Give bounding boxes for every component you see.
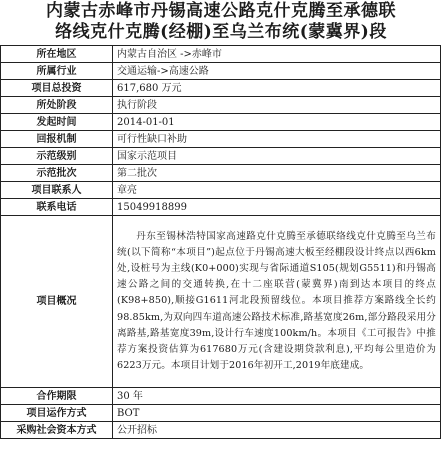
- row-label: 项目运作方式: [1, 405, 113, 422]
- row-value: 公开招标: [113, 422, 441, 439]
- row-value: 交通运输->高速公路: [113, 63, 441, 80]
- row-label: 联系电话: [1, 199, 113, 216]
- row-label: 项目概况: [1, 216, 113, 388]
- row-label: 合作期限: [1, 388, 113, 405]
- row-value: 第二批次: [113, 165, 441, 182]
- title-line-1: 内蒙古赤峰市丹锡高速公路克什克腾至承德联: [46, 1, 396, 21]
- row-demo-batch: [1, 165, 441, 182]
- row-value: 国家示范项目: [113, 148, 441, 165]
- row-total-investment: [1, 80, 441, 97]
- row-contact-phone: [1, 199, 441, 216]
- row-label: 所处阶段: [1, 97, 113, 114]
- project-overview-text: 丹东至锡林浩特国家高速路克什克腾至承德联络线克什克腾至乌兰布统(以下简称“本项目”)起点位于丹锡高速大板至经棚段设计终点以西6km处,设桩号为主线(K0+000)实现与省际通道S105(规划G5511)和丹锡高速公路之间的交通转换,在十二座联营(蒙冀界)南到达本项目的终点(K98+850),顺接G1611河北段预留线位。本项目推荐方案路线全长约98.85km,为双向四车道高速公路技术标准,路基宽度26m,部分路段采用分离路基,路基宽度39m,设计行车速度100km/h。本项目《工可报告》中推荐方案投资估算为617680万元(含建设期贷款利息),平均每公里造价为6223万元。本项目计划于2016年初开工,2019年底建成。: [113, 216, 441, 388]
- row-procurement-method: [1, 422, 441, 439]
- row-label: 所在地区: [1, 46, 113, 63]
- row-value: 可行性缺口补助: [113, 131, 441, 148]
- page-title: [0, 0, 442, 45]
- title-line-2: 络线克什克腾(经棚)至乌兰布统(蒙冀界)段: [55, 22, 387, 42]
- row-value: 章亮: [113, 182, 441, 199]
- row-industry: [1, 63, 441, 80]
- row-label: 示范级别: [1, 148, 113, 165]
- row-value: 执行阶段: [113, 97, 441, 114]
- row-cooperation-term: [1, 388, 441, 405]
- row-value: 617,680 万元: [113, 80, 441, 97]
- row-label: 所属行业: [1, 63, 113, 80]
- row-value: BOT: [113, 405, 441, 422]
- row-value: 内蒙古自治区 ->赤峰市: [113, 46, 441, 63]
- row-label: 发起时间: [1, 114, 113, 131]
- project-info-table: [0, 45, 441, 439]
- row-value: 30 年: [113, 388, 441, 405]
- row-contact-person: [1, 182, 441, 199]
- row-value: 15049918899: [113, 199, 441, 216]
- row-label: 项目总投资: [1, 80, 113, 97]
- row-operation-mode: [1, 405, 441, 422]
- row-stage: [1, 97, 441, 114]
- row-region: [1, 46, 441, 63]
- row-demo-level: [1, 148, 441, 165]
- row-label: 回报机制: [1, 131, 113, 148]
- row-overview: [1, 216, 441, 388]
- row-label: 采购社会资本方式: [1, 422, 113, 439]
- row-label: 示范批次: [1, 165, 113, 182]
- row-value: 2014-01-01: [113, 114, 441, 131]
- row-return-mechanism: [1, 131, 441, 148]
- row-start-date: [1, 114, 441, 131]
- row-label: 项目联系人: [1, 182, 113, 199]
